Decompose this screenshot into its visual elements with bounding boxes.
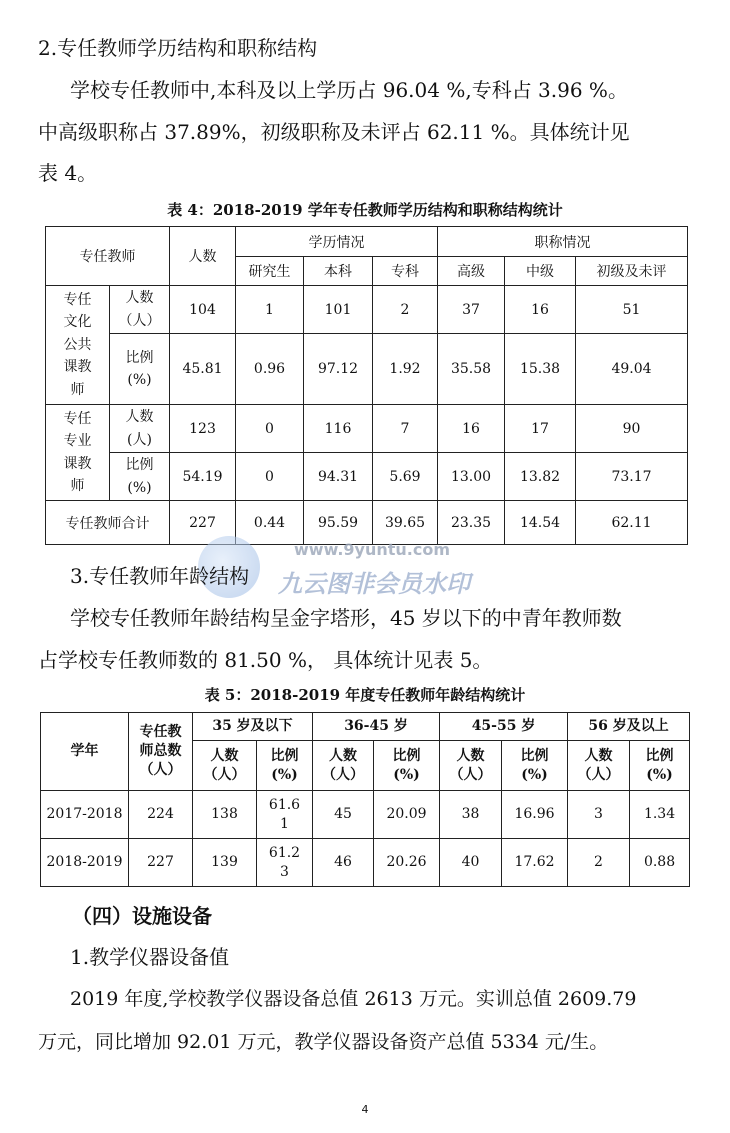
- t5-cell: 3: [568, 791, 630, 839]
- t5-cell: 45: [313, 791, 374, 839]
- table4: [45, 226, 688, 545]
- t5-sub-header: 比例 (%): [630, 741, 690, 791]
- t4-cell: 16: [505, 286, 576, 334]
- section3-line1: 学校专任教师年龄结构呈金字塔形，45 岁以下的中青年教师数: [70, 606, 622, 630]
- t4-cell: 90: [576, 405, 688, 453]
- t4-total-cell: 23.35: [438, 501, 505, 545]
- t5-cell: 61.2 3: [257, 839, 313, 887]
- t4-total-cell: 39.65: [373, 501, 438, 545]
- t4-row-label: 比例 (%): [110, 453, 170, 501]
- t4-cell: 0: [236, 453, 304, 501]
- t4-sub-header: 中级: [505, 257, 576, 286]
- t5-cell: 16.96: [502, 791, 568, 839]
- section4-line1: 2019 年度,学校教学仪器设备总值 2613 万元。实训总值 2609.79: [70, 988, 637, 1010]
- section3-heading: 3.专任教师年龄结构: [70, 564, 250, 588]
- t5-cell: 138: [193, 791, 257, 839]
- t4-cell: 123: [170, 405, 236, 453]
- t4-group1-label: 专任 文化 公共 课教 师: [46, 286, 110, 405]
- t5-cell-year: 2018-2019: [41, 839, 129, 887]
- section2-line3: 表 4。: [38, 161, 98, 185]
- t4-cell: 16: [438, 405, 505, 453]
- t4-header-count: 人数: [170, 227, 236, 286]
- t5-cell: 40: [440, 839, 502, 887]
- t4-cell: 97.12: [304, 334, 373, 405]
- t4-cell: 17: [505, 405, 576, 453]
- t4-cell: 49.04: [576, 334, 688, 405]
- t5-cell: 2: [568, 839, 630, 887]
- t5-cell: 1.34: [630, 791, 690, 839]
- t4-total-cell: 0.44: [236, 501, 304, 545]
- t4-sub-header: 本科: [304, 257, 373, 286]
- t4-header-teacher: 专任教师: [46, 227, 170, 286]
- t4-cell: 101: [304, 286, 373, 334]
- t4-cell: 51: [576, 286, 688, 334]
- t5-sub-header: 比例 (%): [374, 741, 440, 791]
- t4-cell: 73.17: [576, 453, 688, 501]
- watermark-url: www.9yuntu.com: [294, 540, 451, 559]
- t5-sub-header: 人数 （人）: [313, 741, 374, 791]
- t4-cell: 94.31: [304, 453, 373, 501]
- t4-cell: 13.00: [438, 453, 505, 501]
- t5-cell: 61.6 1: [257, 791, 313, 839]
- t5-sub-header: 比例 (%): [257, 741, 313, 791]
- t4-group2-label: 专任 专业 课教 师: [46, 405, 110, 501]
- t4-total-cell: 14.54: [505, 501, 576, 545]
- t5-sub-header: 人数 （人）: [440, 741, 502, 791]
- t4-cell: 54.19: [170, 453, 236, 501]
- t4-cell: 104: [170, 286, 236, 334]
- section4-subheading: 1.教学仪器设备值: [70, 945, 230, 969]
- watermark-text: 九云图非会员水印: [278, 570, 470, 598]
- t5-cell: 224: [129, 791, 193, 839]
- section2-line1: 学校专任教师中,本科及以上学历占 96.04 %,专科占 3.96 %。: [70, 78, 628, 102]
- t5-cell: 46: [313, 839, 374, 887]
- t5-cell: 227: [129, 839, 193, 887]
- t4-cell: 1: [236, 286, 304, 334]
- t5-header-total: 专任教 师总数 （人）: [129, 713, 193, 791]
- t4-cell: 13.82: [505, 453, 576, 501]
- t4-sub-header: 初级及未评: [576, 257, 688, 286]
- t4-row-label: 人数 (人): [110, 405, 170, 453]
- t5-sub-header: 人数 （人）: [568, 741, 630, 791]
- t5-sub-header: 人数 （人）: [193, 741, 257, 791]
- t4-cell: 0: [236, 405, 304, 453]
- t4-cell: 35.58: [438, 334, 505, 405]
- t5-cell-year: 2017-2018: [41, 791, 129, 839]
- t5-sub-header: 比例 (%): [502, 741, 568, 791]
- table5: [40, 712, 690, 887]
- t5-cell: 38: [440, 791, 502, 839]
- t5-header-year: 学年: [41, 713, 129, 791]
- t4-total-label: 专任教师合计: [46, 501, 170, 545]
- t4-cell: 116: [304, 405, 373, 453]
- t4-cell: 7: [373, 405, 438, 453]
- t5-group-header: 35 岁及以下: [193, 713, 313, 741]
- t4-cell: 45.81: [170, 334, 236, 405]
- t4-total-cell: 227: [170, 501, 236, 545]
- section3-line2: 占学校专任教师数的 81.50 %， 具体统计见表 5。: [38, 648, 493, 672]
- t4-sub-header: 研究生: [236, 257, 304, 286]
- t5-group-header: 56 岁及以上: [568, 713, 690, 741]
- t4-total-cell: 62.11: [576, 501, 688, 545]
- t5-cell: 139: [193, 839, 257, 887]
- t4-row-label: 比例 (%): [110, 334, 170, 405]
- t5-group-header: 36-45 岁: [313, 713, 440, 741]
- table4-caption: 表 4：2018-2019 学年专任教师学历结构和职称结构统计: [167, 201, 563, 219]
- section2-line2: 中高级职称占 37.89%，初级职称及未评占 62.11 %。具体统计见: [38, 120, 630, 144]
- t5-cell: 20.26: [374, 839, 440, 887]
- t5-cell: 20.09: [374, 791, 440, 839]
- t5-cell: 17.62: [502, 839, 568, 887]
- section2-heading: 2.专任教师学历结构和职称结构: [38, 36, 318, 60]
- t4-cell: 2: [373, 286, 438, 334]
- table5-caption: 表 5：2018-2019 年度专任教师年龄结构统计: [204, 686, 526, 704]
- section4-heading: （四）设施设备: [72, 904, 212, 928]
- t5-cell: 0.88: [630, 839, 690, 887]
- t4-cell: 0.96: [236, 334, 304, 405]
- t4-cell: 37: [438, 286, 505, 334]
- t4-sub-header: 高级: [438, 257, 505, 286]
- t4-cell: 15.38: [505, 334, 576, 405]
- t4-cell: 1.92: [373, 334, 438, 405]
- t4-total-cell: 95.59: [304, 501, 373, 545]
- t5-group-header: 45-55 岁: [440, 713, 568, 741]
- page-number: 4: [361, 1103, 369, 1116]
- t4-row-label: 人数 （人）: [110, 286, 170, 334]
- t4-sub-header: 专科: [373, 257, 438, 286]
- t4-cell: 5.69: [373, 453, 438, 501]
- section4-line2: 万元，同比增加 92.01 万元，教学仪器设备资产总值 5334 元/生。: [38, 1031, 609, 1053]
- t4-header-edu: 学历情况: [236, 227, 438, 257]
- t4-header-title: 职称情况: [438, 227, 688, 257]
